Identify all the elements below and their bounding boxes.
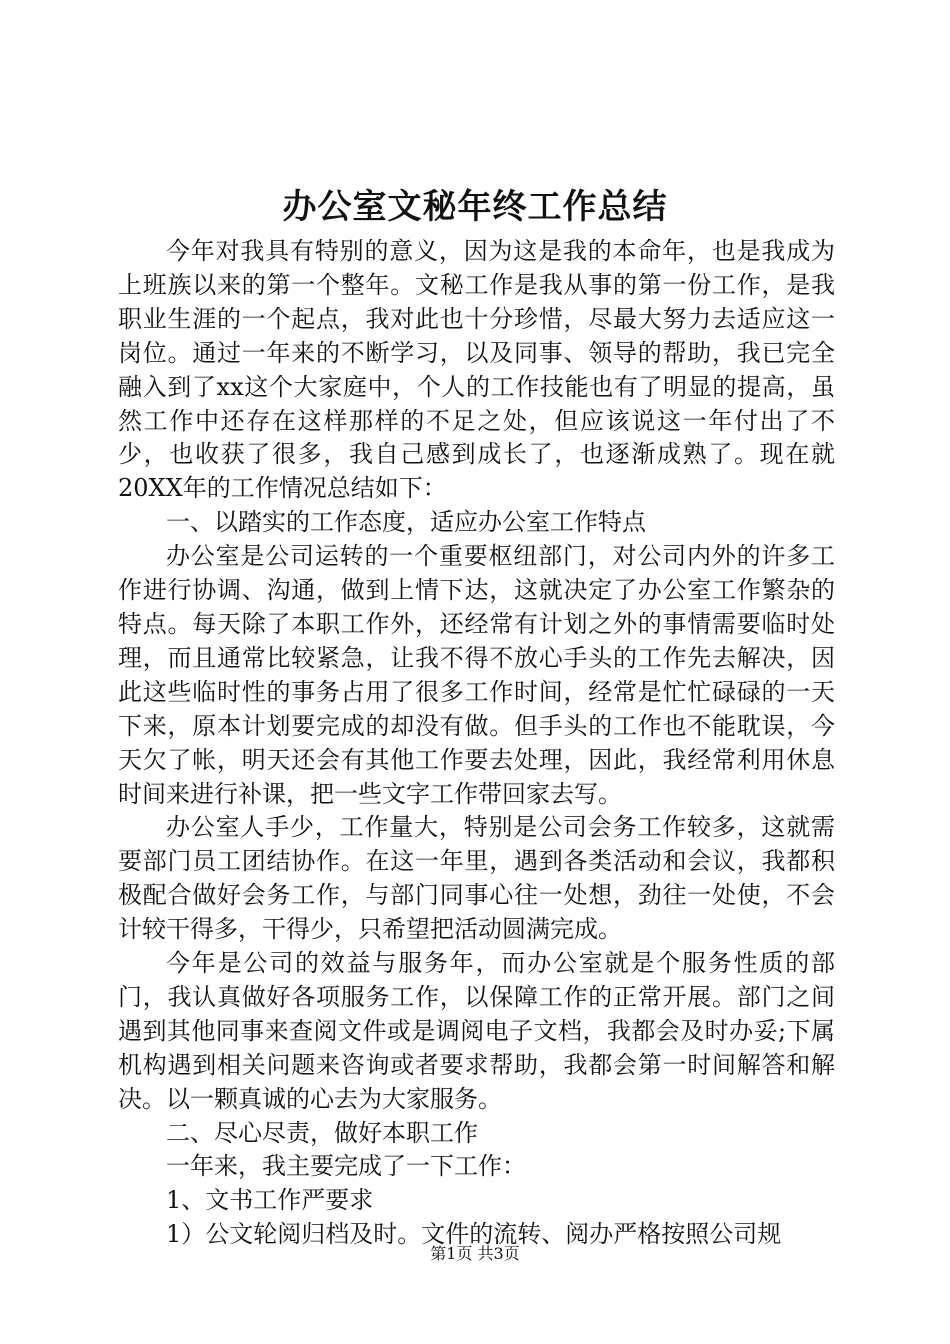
- paragraph-teamwork: 办公室人手少，工作量大，特别是公司会务工作较多，这就需要部门员工团结协作。在这一年里，遇到各类活动和会议，我都积极配合做好会务工作，与部门同事心往一处想，劲往一处使，不会计较干得多，干得少，只希望把活动圆满完成。: [118, 813, 835, 944]
- subheading-document-work: 1、文书工作严要求: [166, 1186, 374, 1215]
- section-heading-1: 一、以踏实的工作态度，适应办公室工作特点: [166, 508, 646, 537]
- list-item-document-circulation: 1）公文轮阅归档及时。文件的流转、阅办严格按照公司规: [166, 1220, 782, 1249]
- paragraph-intro: 今年对我具有特别的意义，因为这是我的本命年，也是我成为上班族以来的第一个整年。文秘工作是我从事的第一份工作，是我职业生涯的一个起点，我对此也十分珍惜，尽最大努力去适应这一岗位。通过一年来的不断学习，以及同事、领导的帮助，我已完全融入到了xx这个大家庭中，个人的工作技能也有了明显的提高，虽然工作中还存在这样那样的不足之处，但应该说这一年付出了不少，也收获了很多，我自己感到成长了，也逐渐成熟了。现在就20XX年的工作情况总结如下：: [118, 237, 835, 503]
- page-footer: 第1页 共3页: [430, 1244, 520, 1263]
- paragraph-work-intro: 一年来，我主要完成了一下工作：: [166, 1152, 526, 1181]
- document-title: 办公室文秘年终工作总结: [282, 187, 668, 227]
- section-heading-2: 二、尽心尽责，做好本职工作: [166, 1118, 478, 1147]
- paragraph-office-role: 办公室是公司运转的一个重要枢纽部门，对公司内外的许多工作进行协调、沟通，做到上情下达，这就决定了办公室工作繁杂的特点。每天除了本职工作外，还经常有计划之外的事情需要临时处理，而且通常比较紧急，让我不得不放心手头的工作先去解决，因此这些临时性的事务占用了很多工作时间，经常是忙忙碌碌的一天下来，原本计划要完成的却没有做。但手头的工作也不能耽误，今天欠了帐，明天还会有其他工作要去处理，因此，我经常利用休息时间来进行补课，把一些文字工作带回家去写。: [118, 542, 835, 808]
- document-body: [118, 235, 835, 1252]
- paragraph-service: 今年是公司的效益与服务年，而办公室就是个服务性质的部门，我认真做好各项服务工作，以保障工作的正常开展。部门之间遇到其他同事来查阅文件或是调阅电子文档，我都会及时办妥;下属机构遇到相关问题来咨询或者要求帮助，我都会第一时间解答和解决。以一颗真诚的心去为大家服务。: [118, 949, 835, 1113]
